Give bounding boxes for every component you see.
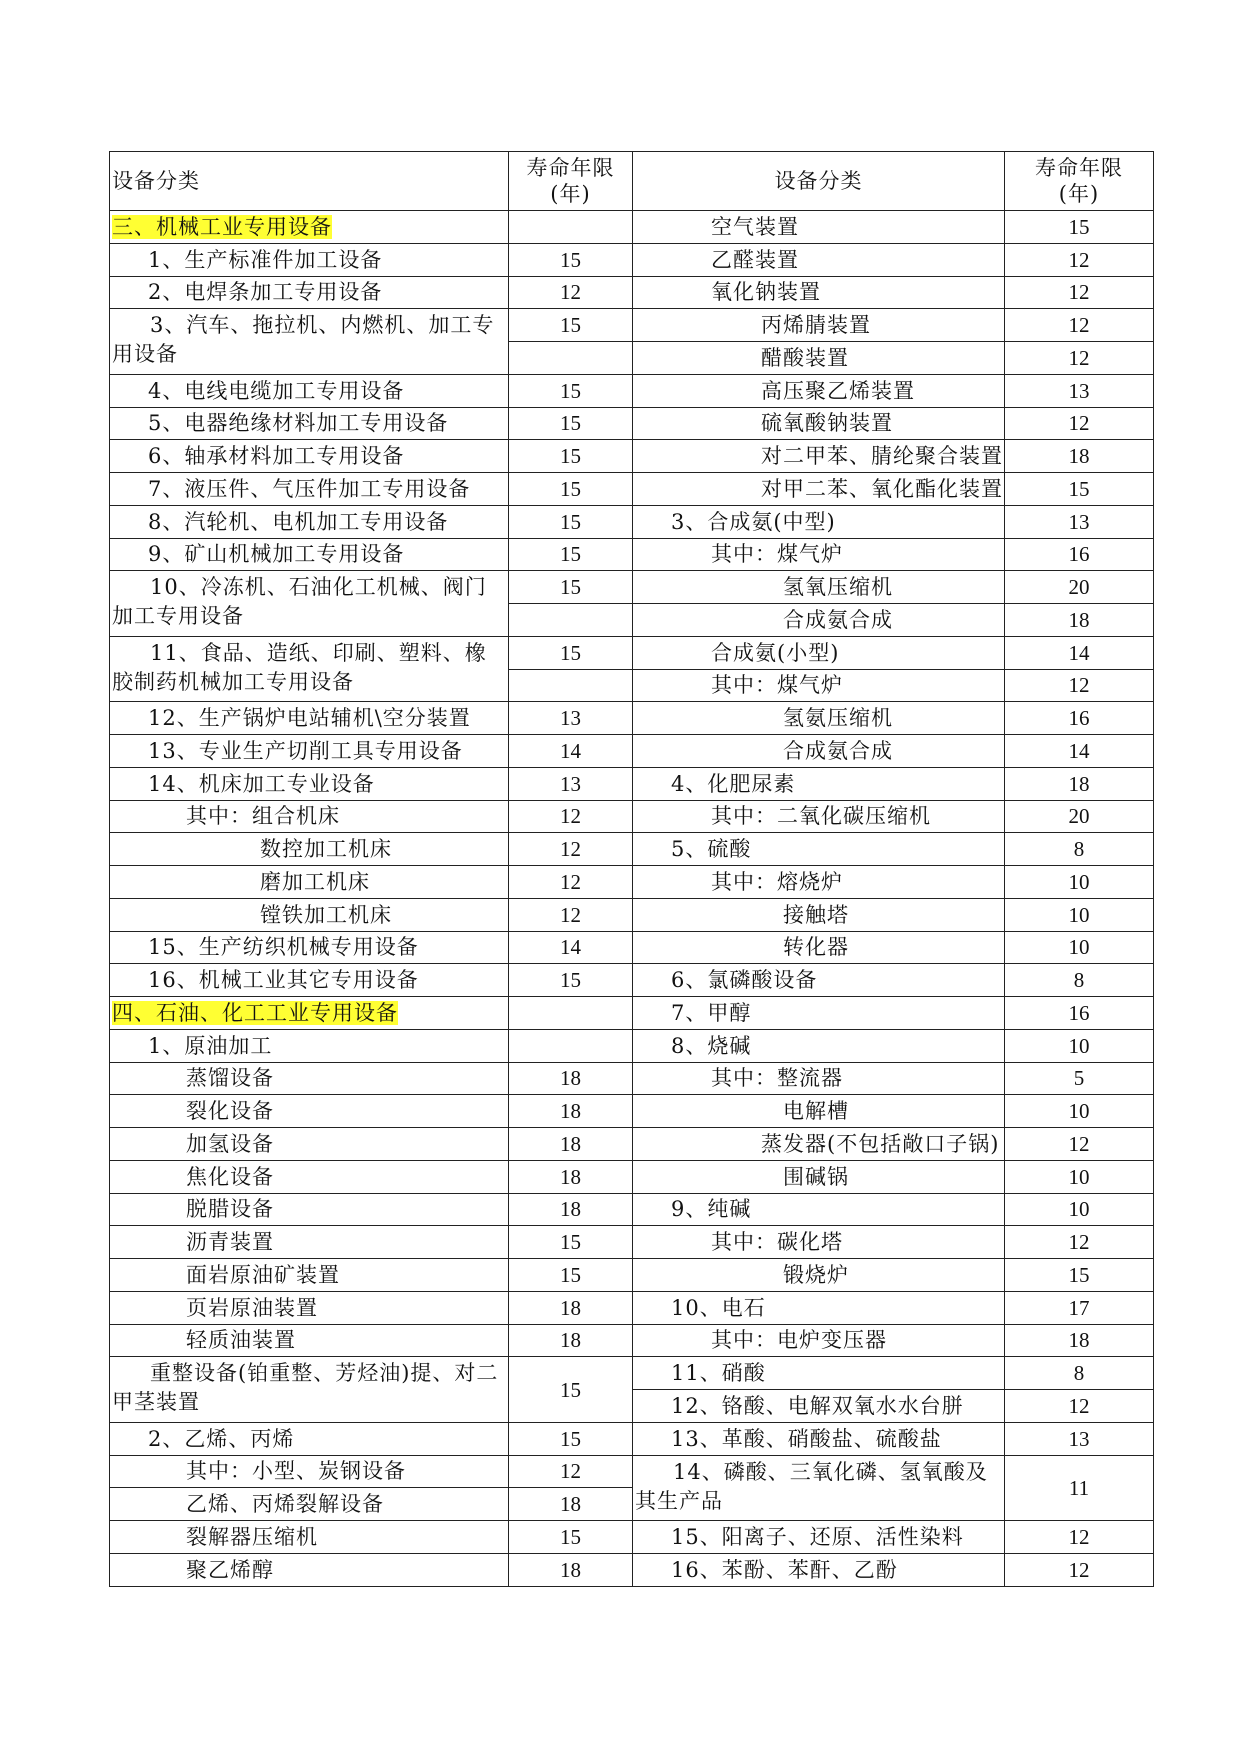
left-category-cell: 3、汽车、拖拉机、内燃机、加工专用设备 [110,309,509,375]
right-category-cell: 电解槽 [633,1095,1005,1128]
left-category-cell: 加氢设备 [110,1128,509,1161]
right-category-cell: 6、氯磷酸设备 [633,964,1005,997]
right-years-cell: 15 [1005,1259,1154,1292]
right-years-cell: 12 [1005,1226,1154,1259]
table-row [110,571,1154,604]
right-category-cell: 13、革酸、硝酸盐、硫酸盐 [633,1422,1005,1455]
left-category-cell: 脱腊设备 [110,1193,509,1226]
left-years-cell: 15 [509,440,633,473]
right-category-cell: 8、烧碱 [633,1029,1005,1062]
left-category-cell: 11、食品、造纸、印刷、塑料、橡胶制药机械加工专用设备 [110,636,509,702]
right-category-cell: 10、电石 [633,1291,1005,1324]
left-category-cell: 蒸馏设备 [110,1062,509,1095]
left-years-cell: 15 [509,571,633,604]
left-years-cell: 18 [509,1488,633,1521]
right-years-cell: 8 [1005,1357,1154,1390]
left-years-cell [509,604,633,637]
right-years-cell: 10 [1005,1160,1154,1193]
left-years-cell: 12 [509,1455,633,1488]
left-years-cell: 18 [509,1062,633,1095]
right-category-cell: 12、铬酸、电解双氧水水台胼 [633,1390,1005,1423]
right-years-cell: 5 [1005,1062,1154,1095]
right-category-cell: 锻烧炉 [633,1259,1005,1292]
left-category-cell: 聚乙烯醇 [110,1553,509,1586]
left-years-cell: 18 [509,1193,633,1226]
left-years-cell: 15 [509,1226,633,1259]
right-years-cell: 12 [1005,342,1154,375]
left-category-cell: 2、乙烯、丙烯 [110,1422,509,1455]
table-row [110,636,1154,669]
left-years-cell [509,211,633,244]
header-row [110,152,1154,211]
left-category-cell: 轻质油装置 [110,1324,509,1357]
left-category-cell: 其中：组合机床 [110,800,509,833]
left-years-cell: 15 [509,1521,633,1554]
right-years-cell: 12 [1005,1128,1154,1161]
right-category-cell: 5、硫酸 [633,833,1005,866]
table-row [110,407,1154,440]
right-category-header: 设备分类 [633,152,1005,211]
left-category-cell: 重整设备(铂重整、芳烃油)提、对二甲茎装置 [110,1357,509,1423]
right-years-cell: 10 [1005,931,1154,964]
section-heading: 四、石油、化工工业专用设备 [112,1000,398,1025]
equipment-life-table [109,151,1154,1587]
table-row [110,1226,1154,1259]
table-row [110,1455,1154,1488]
right-category-cell: 硫氧酸钠装置 [633,407,1005,440]
left-category-cell: 裂解器压缩机 [110,1521,509,1554]
right-category-cell: 9、纯碱 [633,1193,1005,1226]
left-years-cell: 14 [509,735,633,768]
table-row [110,243,1154,276]
right-category-cell: 氧化钠装置 [633,276,1005,309]
left-category-cell: 裂化设备 [110,1095,509,1128]
right-years-cell: 14 [1005,636,1154,669]
left-category-header: 设备分类 [110,152,509,211]
left-category-cell: 12、生产锅炉电站辅机\空分装置 [110,702,509,735]
right-category-cell: 其中：电炉变压器 [633,1324,1005,1357]
table-row [110,440,1154,473]
table-row [110,997,1154,1030]
right-category-cell: 其中：煤气炉 [633,538,1005,571]
right-category-cell: 围碱锅 [633,1160,1005,1193]
left-years-cell [509,1029,633,1062]
table-row [110,211,1154,244]
left-category-cell: 8、汽轮机、电机加工专用设备 [110,505,509,538]
right-category-cell: 对甲二苯、氧化酯化装置 [633,473,1005,506]
left-category-cell: 面岩原油矿装置 [110,1259,509,1292]
right-category-cell: 空气装置 [633,211,1005,244]
left-category-cell: 13、专业生产切削工具专用设备 [110,735,509,768]
right-years-cell: 20 [1005,571,1154,604]
left-years-cell: 15 [509,243,633,276]
left-category-cell: 14、机床加工专业设备 [110,767,509,800]
left-years-cell: 18 [509,1128,633,1161]
left-category-cell: 10、冷冻机、石油化工机械、阀门加工专用设备 [110,571,509,637]
right-years-cell: 18 [1005,767,1154,800]
right-years-cell: 18 [1005,440,1154,473]
left-years-cell: 15 [509,538,633,571]
table-row [110,1521,1154,1554]
left-category-cell: 7、液压件、气压件加工专用设备 [110,473,509,506]
left-years-cell: 15 [509,473,633,506]
right-years-cell: 16 [1005,997,1154,1030]
table-row [110,898,1154,931]
left-years-cell: 18 [509,1324,633,1357]
table-row [110,931,1154,964]
left-category-cell: 9、矿山机械加工专用设备 [110,538,509,571]
table-row [110,1095,1154,1128]
left-years-cell: 18 [509,1095,633,1128]
right-category-cell: 4、化肥尿素 [633,767,1005,800]
table-row [110,833,1154,866]
right-category-cell: 7、甲醇 [633,997,1005,1030]
left-category-cell: 沥青装置 [110,1226,509,1259]
left-years-cell: 18 [509,1553,633,1586]
right-years-cell: 12 [1005,669,1154,702]
right-years-cell: 12 [1005,1390,1154,1423]
right-category-cell: 11、硝酸 [633,1357,1005,1390]
right-category-cell: 15、阳离子、还原、活性染料 [633,1521,1005,1554]
right-years-cell: 14 [1005,735,1154,768]
table-row [110,1422,1154,1455]
table-row [110,1029,1154,1062]
table-row [110,1128,1154,1161]
right-years-header: 寿命年限 (年) [1005,152,1154,211]
left-years-cell: 15 [509,1357,633,1423]
right-years-cell: 12 [1005,243,1154,276]
table-row [110,309,1154,342]
right-years-cell: 10 [1005,1029,1154,1062]
table-row [110,374,1154,407]
right-years-cell: 17 [1005,1291,1154,1324]
left-years-cell: 15 [509,1259,633,1292]
right-years-cell: 8 [1005,833,1154,866]
left-years-cell: 12 [509,898,633,931]
right-category-cell: 合成氨合成 [633,735,1005,768]
right-years-cell: 10 [1005,898,1154,931]
table-row [110,1259,1154,1292]
right-years-cell: 15 [1005,211,1154,244]
right-category-cell: 3、合成氨(中型) [633,505,1005,538]
left-years-cell: 15 [509,1422,633,1455]
right-years-cell: 10 [1005,1095,1154,1128]
table-row [110,964,1154,997]
left-category-cell: 磨加工机床 [110,866,509,899]
table-row [110,505,1154,538]
table-row [110,276,1154,309]
left-category-cell: 4、电线电缆加工专用设备 [110,374,509,407]
left-category-cell: 镗铁加工机床 [110,898,509,931]
right-category-cell: 合成氨合成 [633,604,1005,637]
right-years-cell: 12 [1005,1553,1154,1586]
right-years-cell: 12 [1005,276,1154,309]
table-row [110,1193,1154,1226]
left-years-cell: 15 [509,407,633,440]
right-years-cell: 18 [1005,1324,1154,1357]
right-years-cell: 11 [1005,1455,1154,1521]
left-years-cell: 15 [509,964,633,997]
right-category-cell: 氢氨压缩机 [633,702,1005,735]
section-heading: 三、机械工业专用设备 [112,214,332,239]
table-row [110,800,1154,833]
right-category-cell: 高压聚乙烯装置 [633,374,1005,407]
left-years-cell [509,669,633,702]
table-row [110,1553,1154,1586]
right-category-cell: 蒸发器(不包括敞口子锅) [633,1128,1005,1161]
left-years-cell: 13 [509,767,633,800]
table-row [110,702,1154,735]
right-years-cell: 15 [1005,473,1154,506]
left-years-header: 寿命年限 (年) [509,152,633,211]
left-category-cell: 16、机械工业其它专用设备 [110,964,509,997]
left-years-cell: 18 [509,1291,633,1324]
right-years-cell: 13 [1005,505,1154,538]
left-years-cell: 15 [509,374,633,407]
right-years-cell: 10 [1005,866,1154,899]
table-row [110,767,1154,800]
right-category-cell: 转化器 [633,931,1005,964]
right-category-cell: 16、苯酚、苯酐、乙酚 [633,1553,1005,1586]
right-category-cell: 氢氧压缩机 [633,571,1005,604]
left-category-cell: 其中：小型、炭钢设备 [110,1455,509,1488]
right-category-cell: 接触塔 [633,898,1005,931]
right-category-cell: 醋酸装置 [633,342,1005,375]
right-years-cell: 20 [1005,800,1154,833]
table-row [110,473,1154,506]
left-years-cell: 12 [509,833,633,866]
left-category-cell: 数控加工机床 [110,833,509,866]
left-category-cell: 1、生产标准件加工设备 [110,243,509,276]
right-category-cell: 其中：煤气炉 [633,669,1005,702]
table-row [110,735,1154,768]
left-category-cell: 1、原油加工 [110,1029,509,1062]
right-category-cell: 其中：整流器 [633,1062,1005,1095]
right-category-cell: 合成氨(小型) [633,636,1005,669]
left-category-cell: 2、电焊条加工专用设备 [110,276,509,309]
right-years-cell: 16 [1005,702,1154,735]
right-years-cell: 16 [1005,538,1154,571]
table-row [110,1324,1154,1357]
right-category-cell: 乙醛装置 [633,243,1005,276]
table-row [110,1357,1154,1390]
left-category-cell: 页岩原油装置 [110,1291,509,1324]
right-years-cell: 18 [1005,604,1154,637]
left-years-cell: 12 [509,800,633,833]
right-years-cell: 12 [1005,407,1154,440]
left-years-cell: 15 [509,309,633,342]
right-category-cell: 其中：碳化塔 [633,1226,1005,1259]
left-years-cell [509,997,633,1030]
left-years-cell: 15 [509,636,633,669]
right-category-cell: 其中：熔烧炉 [633,866,1005,899]
table-row [110,1291,1154,1324]
left-category-cell: 6、轴承材料加工专用设备 [110,440,509,473]
left-years-cell: 12 [509,866,633,899]
right-years-cell: 13 [1005,374,1154,407]
left-category-cell: 焦化设备 [110,1160,509,1193]
left-years-cell: 14 [509,931,633,964]
table-row [110,1062,1154,1095]
left-category-cell [110,211,509,244]
left-years-cell: 13 [509,702,633,735]
right-years-cell: 8 [1005,964,1154,997]
left-category-cell: 5、电器绝缘材料加工专用设备 [110,407,509,440]
left-category-cell [110,997,509,1030]
right-years-cell: 12 [1005,309,1154,342]
right-category-cell: 对二甲苯、腈纶聚合装置 [633,440,1005,473]
table-row [110,1160,1154,1193]
right-years-cell: 10 [1005,1193,1154,1226]
right-category-cell: 丙烯腈装置 [633,309,1005,342]
left-years-cell: 15 [509,505,633,538]
left-category-cell: 乙烯、丙烯裂解设备 [110,1488,509,1521]
right-category-cell: 其中：二氧化碳压缩机 [633,800,1005,833]
table-row [110,538,1154,571]
right-category-cell: 14、磷酸、三氧化磷、氢氧酸及其生产品 [633,1455,1005,1521]
table-row [110,866,1154,899]
right-years-cell: 12 [1005,1521,1154,1554]
left-years-cell: 18 [509,1160,633,1193]
right-years-cell: 13 [1005,1422,1154,1455]
left-years-cell [509,342,633,375]
left-years-cell: 12 [509,276,633,309]
left-category-cell: 15、生产纺织机械专用设备 [110,931,509,964]
